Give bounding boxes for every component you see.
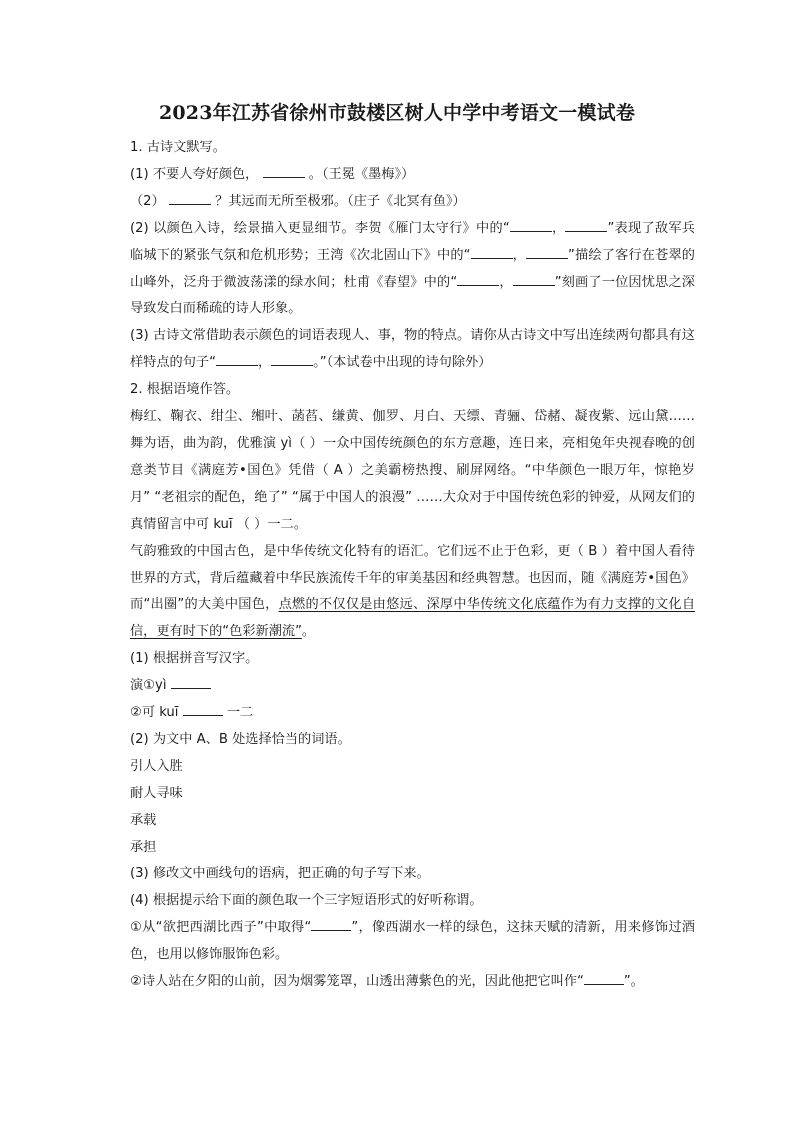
underlined-sentence: 点燃的不仅仅是由悠远、深厚中华传统文化底蕴作为有力支撑的文化自信，更有时下的“色彩新潮流” (130, 597, 696, 640)
answer-blank[interactable] (513, 273, 555, 286)
answer-blank[interactable] (584, 972, 624, 985)
q1-part-2: (2) 以颜色入诗，绘景描入更显细节。李贺《雁门太守行》中的“ ， ”表现了敌军兵临城下的紧张气氛和危机形势；王湾《次北固山下》中的“ ， ”描绘了客行在苍翠的山峰外，泛舟于微波荡漾的绿水间；杜甫《春望》中的“ ， ”刻画了一位因忧思之深导致发白而稀疏的诗人形象。 (130, 220, 695, 317)
q1-line-2: （2） ？其远而无所至极邪。（庄子《北冥有鱼》） (130, 193, 466, 209)
option-item[interactable]: 耐人寻味 (130, 785, 183, 801)
answer-blank[interactable] (171, 676, 211, 689)
answer-blank[interactable] (271, 353, 313, 366)
answer-blank[interactable] (471, 246, 513, 259)
page-title: 2023年江苏省徐州市鼓楼区树人中学中考语文一模试卷 (158, 102, 636, 124)
q2-sub-3: (3) 修改文中画线句的语病，把正确的句子写下来。 (130, 866, 430, 882)
answer-blank[interactable] (526, 246, 568, 259)
answer-blank[interactable] (169, 192, 211, 205)
q2-passage-1: 梅红、鞠衣、绀尘、缃叶、菡萏、缣黄、伽罗、月白、天缥、青骊、岱赭、凝夜紫、远山黛……舞为语，曲为韵，优雅演 yì（ ）一众中国传统颜色的东方意趣，连日来，亮相兔年央视春晚的创意类节目《满庭芳•国色》凭借（ A ）之美霸榜热搜、刷屏网络。“中华颜色一眼万年，惊艳岁月” “老祖宗的配色，绝了” “属于中国人的浪漫” ……大众对于中国传统色彩的钟爱，从网友们的真情留言中可 kuī （ ）一二。 (130, 409, 695, 532)
exam-content (130, 135, 695, 996)
q2-passage-2: 气韵雅致的中国古色，是中华传统文化特有的语汇。它们远不止于色彩，更（ B ）着中国人看待世界的方式，背后蕴藏着中华民族流传千年的审美基因和经典智慧。也因而，随《满庭芳•国色》而“出圈”的大美中国色，点燃的不仅仅是由悠远、深厚中华传统文化底蕴作为有力支撑的文化自信，更有时下的“色彩新潮流”。 (130, 543, 696, 640)
answer-blank[interactable] (311, 918, 351, 931)
option-item[interactable]: 承担 (130, 839, 157, 855)
answer-blank[interactable] (183, 703, 223, 716)
q2-color-2: ②诗人站在夕阳的山前，因为烟雾笼罩，山透出薄紫色的光，因此他把它叫作“ ”。 (130, 974, 644, 990)
q2-sub-4: (4) 根据提示给下面的颜色取一个三字短语形式的好听称谓。 (130, 893, 483, 909)
q2-color-1: ①从“欲把西湖比西子”中取得“ ”，像西湖水一样的绿色，这抹天赋的清新，用来修饰过酒色，也用以修饰服饰色彩。 (130, 920, 695, 963)
option-item[interactable]: 引人入胜 (130, 758, 183, 774)
q2-sub-1: (1) 根据拼音写汉字。 (130, 651, 259, 667)
q2-sub-2: (2) 为文中 A、B 处选择恰当的词语。 (130, 731, 351, 747)
q2-yi-line: 演①yì (130, 673, 695, 700)
q2-heading: 2. 根据语境作答。 (130, 382, 240, 398)
answer-blank[interactable] (216, 353, 258, 366)
answer-blank[interactable] (457, 273, 499, 286)
q2-kui-line: ②可 kuī 一二 (130, 705, 254, 721)
q1-heading: 1. 古诗文默写。 (130, 140, 226, 155)
option-item[interactable]: 承载 (130, 812, 157, 828)
q1-line-1: (1) 不要人夸好颜色， 。（王冕《墨梅》） (130, 166, 415, 182)
answer-blank[interactable] (510, 219, 552, 232)
q1-part-3: (3) 古诗文常借助表示颜色的词语表现人、事，物的特点。请你从古诗文中写出连续两句都具有这样特点的句子“ ， 。”（本试卷中出现的诗句除外） (130, 328, 695, 371)
answer-blank[interactable] (565, 219, 607, 232)
answer-blank[interactable] (263, 165, 305, 178)
